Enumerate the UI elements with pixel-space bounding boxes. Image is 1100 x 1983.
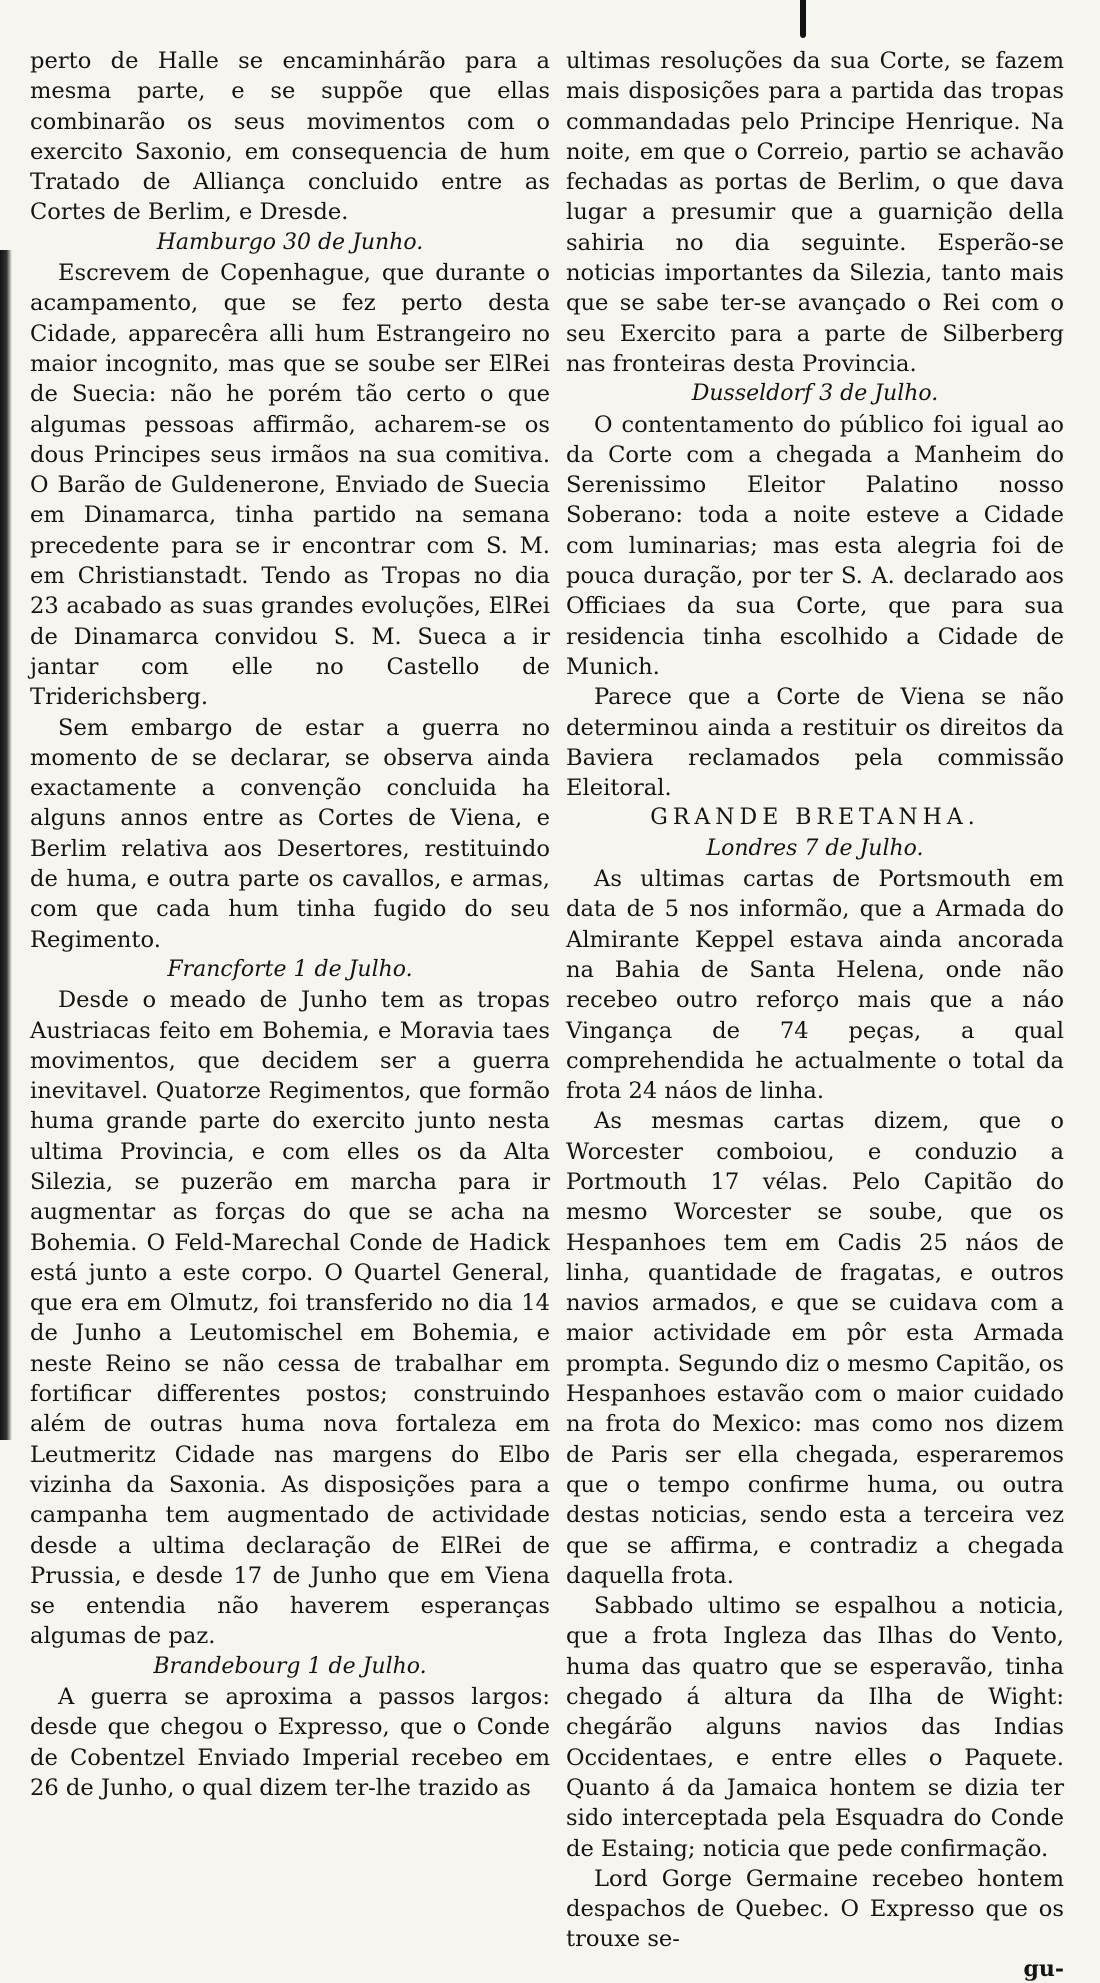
paragraph-brandebourg: A guerra se aproxima a passos largos: desde que chegou o Expresso, que o Conde de Cobentzel Enviado Imperial recebeo em 26 de Junho, o qual dizem ter-lhe trazido as	[30, 1684, 550, 1801]
scan-edge-shadow	[0, 250, 12, 1440]
paragraph-francforte: Desde o meado de Junho tem as tropas Austriacas feito em Bohemia, e Moravia taes movimentos, que decidem ser a guerra inevitavel. Quatorze Regimentos, que formão huma grande parte do exercito junto nesta ultima Provincia, e com elles os da Alta Silezia, se puzerão em marcha para ir augmentar as forças do que se acha na Bohemia. O Feld-Marechal Conde de Hadick está junto a este corpo. O Quartel General, que era em Olmutz, foi transferido no dia 14 de Junho a Leutomischel em Bohemia, e neste Reino se não cessa de trabalhar em fortificar differentes postos; construindo além de outras huma nova fortaleza em Leutmeritz Cidade nas margens do Elbo vizinha da Saxonia. As disposições para a campanha tem augmentado de actividade desde a ultima declaração de ElRei de Prussia, e desde 17 de Junho que em Viena se entendia não haverem esperanças algumas de paz.	[30, 987, 550, 1650]
country-heading: GRANDE BRETANHA.	[650, 805, 980, 831]
paragraph-londres-4: Lord Gorge Germaine recebeo hontem despachos de Quebec. O Expresso que os trouxe se-	[566, 1865, 1064, 1953]
paragraph-dusseldorf: O contentamento do público foi igual ao da Corte com a chegada a Manheim do Serenissimo Eleitor Palatino nosso Soberano: toda a noite esteve a Cidade com luminarias; mas esta alegria foi de pouca duração, por ter S. A. declarado aos Officiaes da sua Corte, que para sua residencia tinha escolhido a Cidade de Munich.	[566, 411, 1064, 680]
paragraph-londres-3: Sabbado ultimo se espalhou a noticia, que a frota Ingleza das Ilhas do Vento, huma das quatro que se esperavão, tinha chegado á altura da Ilha de Wight: chegárão alguns navios das Indias Occidentaes, e entre elles o Paquete. Quanto á da Jamaica hontem se dizia ter sido interceptada pela Esquadra do Conde de Estaing; noticia que pede confirmação.	[566, 1593, 1064, 1862]
paragraph-londres-2: As mesmas cartas dizem, que o Worcester comboiou, e conduzio a Portmouth 17 vélas. Pelo Capitão do mesmo Worcester se soube, que os Hespanhoes tem em Cadis 25 náos de linha, quantidade de fragatas, e outros navios armados, e que se cuidava com a maior actividade em pôr esta Armada prompta. Segundo diz o mesmo Capitão, os Hespanhoes estavão com o maior cuidado na frota do Mexico: mas como nos dizem de Paris ser ella chegada, esperaremos que o tempo confirme huma, ou outra destas noticias, sendo esta a terceira vez que se affirma, e contradiz a chegada daquella frota.	[566, 1108, 1064, 1589]
dateline-hamburgo: Hamburgo 30 de Junho.	[156, 229, 424, 255]
left-column	[30, 46, 550, 1803]
right-column	[566, 46, 1064, 1983]
catchword: gu-	[1023, 1955, 1064, 1982]
continued-paragraph: perto de Halle se encaminhárão para a mesma parte, e se suppõe que ellas combinarão os seus movimentos com o exercito Saxonio, em consequencia de hum Tratado de Alliança concluido entre as Cortes de Berlim, e Dresde.	[30, 48, 550, 226]
page-top-mark	[800, 0, 806, 38]
dateline-francforte: Francforte 1 de Julho.	[167, 956, 413, 982]
paragraph-hamburgo-2: Sem embargo de estar a guerra no momento de se declarar, se observa ainda exactamente a convenção concluida ha alguns annos entre as Cortes de Viena, e Berlim relativa aos Desertores, restituindo de huma, e outra parte os cavallos, e armas, com que cada hum tinha fugido do seu Regimento.	[30, 714, 550, 953]
paragraph-viena: Parece que a Corte de Viena se não determinou ainda a restituir os direitos da Baviera reclamados pela commissão Eleitoral.	[566, 684, 1064, 802]
dateline-dusseldorf: Dusseldorf 3 de Julho.	[691, 381, 939, 407]
paragraph-hamburgo-1: Escrevem de Copenhague, que durante o acampamento, que se fez perto desta Cidade, apparecêra alli hum Estrangeiro no maior incognito, mas que se soube ser ElRei de Suecia: não he porém tão certo o que algumas pessoas affirmão, acharem-se os dous Principes seus irmãos na sua comitiva. O Barão de Guldenerone, Enviado de Suecia em Dinamarca, tinha partido na semana precedente para se ir encontrar com S. M. em Christianstadt. Tendo as Tropas no dia 23 acabado as suas grandes evoluções, ElRei de Dinamarca convidou S. M. Sueca a ir jantar com elle no Castello de Triderichsberg.	[30, 260, 550, 711]
dateline-brandebourg: Brandebourg 1 de Julho.	[153, 1653, 427, 1679]
continued-paragraph: ultimas resoluções da sua Corte, se fazem mais disposições para a partida das tropas commandadas pelo Principe Henrique. Na noite, em que o Correio, partio se achavão fechadas as portas de Berlim, o que dava lugar a presumir que a guarnição della sahiria no dia seguinte. Esperão-se noticias importantes da Silezia, tanto mais que se sabe ter-se avançado o Rei com o seu Exercito para a parte de Silberberg nas fronteiras desta Provincia.	[566, 48, 1064, 377]
paragraph-londres-1: As ultimas cartas de Portsmouth em data de 5 nos informão, que a Armada do Almirante Keppel estava ainda ancorada na Bahia de Santa Helena, onde não recebeo outro reforço mais que a náo Vingança de 74 peças, a qual comprehendida he actualmente o total da frota 24 náos de linha.	[566, 866, 1064, 1105]
dateline-londres: Londres 7 de Julho.	[706, 835, 924, 861]
